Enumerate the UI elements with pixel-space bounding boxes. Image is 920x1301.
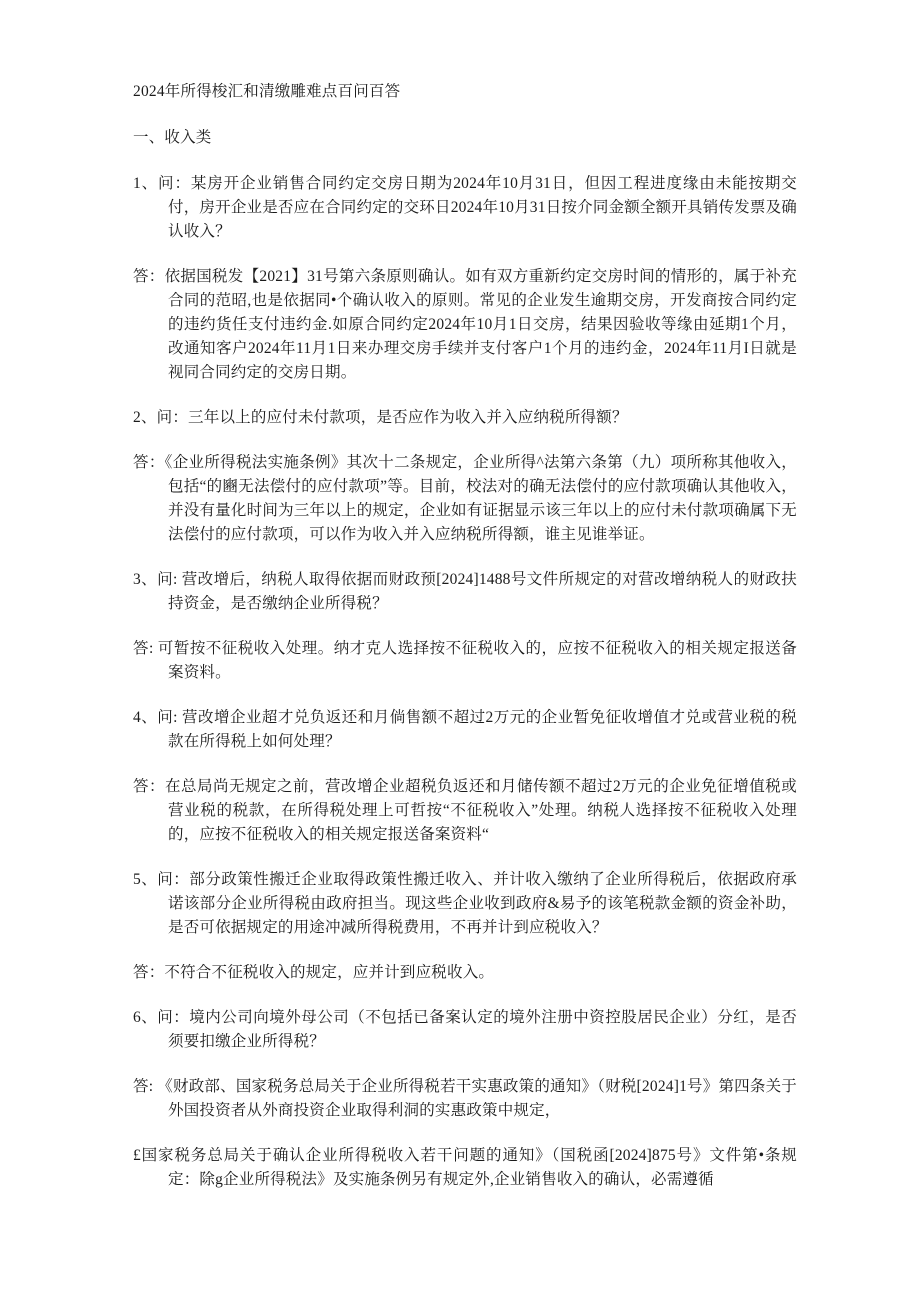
continuation-paragraph: £国家税务总局关于确认企业所得税收入若干问题的通知》（国税函[2024]875号》文件第•条规定：除g企业所得税法》及实施条例另有规定外,企业销售收入的确认，必需遵循 xyxy=(133,1147,797,1188)
answer-2: 答：《企业所得税法实施条例》其次十二条规定，企业所得^法第六条第（九）项所称其他收入，包括“的豳无法偿付的应付款项”等。目前，校法对的确无法偿付的应付款项确认其他收入，并没有量化时间为三年以上的规定，企业如有证据显示该三年以上的应付未付款项确属下无法偿付的应付款项，可以作为收入并入应纳税所得额，谁主见谁举证。 xyxy=(133,454,797,543)
section-heading: 一、收入类 xyxy=(133,129,212,146)
document-title: 2024年所得梭汇和清缴雕难点百问百答 xyxy=(133,83,401,100)
question-1: 1、问：某房开企业销售合同约定交房日期为2024年10月31日，但因工程进度缘由未能按期交付，房开企业是否应在合同约定的交环日2024年10月31日按介同金额全额开具销传发票及确认收入？ xyxy=(133,175,797,240)
answer-5: 答：不符合不征税收入的规定，应并计到应税收入。 xyxy=(133,964,495,981)
question-4: 4、问: 营改增企业超才兑负返还和月倘售额不超过2万元的企业暂免征收增值才兑或营业税的税款在所得税上如何处理？ xyxy=(133,709,797,750)
question-5: 5、问：部分政策性搬迁企业取得政策性搬迁收入、并计收入缴纳了企业所得税后，依据政府承诺该部分企业所得税由政府担当。现这些企业收到政府&易予的该笔税款金额的资金补助，是否可依据规定的用途冲减所得税费用，不再并计到应税收入？ xyxy=(133,871,797,936)
question-3: 3、问: 营改增后，纳税人取得依据而财政预[2024]1488号文件所规定的对营改增纳税人的财政扶持资金，是否缴纳企业所得税？ xyxy=(133,571,797,612)
answer-6: 答: 《财政部、国家税务总局关于企业所得税若干实惠政策的通知》（财税[2024]1号》第四条关于外国投资者从外商投资企业取得利洞的实惠政策中规定， xyxy=(133,1078,797,1119)
question-2: 2、问：三年以上的应付未付款项，是否应作为收入并入应纳税所得额？ xyxy=(133,409,628,426)
answer-4: 答：在总局尚无规定之前，营改增企业超税负返还和月储传额不超过2万元的企业免征增值税或营业税的税款，在所得税处理上可哲按“不征税收入”处理。纳税人选择按不征税收入处理的，应按不征税收入的相关规定报送备案资料“ xyxy=(133,778,797,843)
answer-1: 答：依据国税发【2021】31号第六条原则确认。如有双方重新约定交房时间的情形的，属于补充合同的范昭,也是依据同•个确认收入的原则。常见的企业发生逾期交房，开发商按合同约定的违约货任支付违约金.如原合同约定2024年10月1日交房，结果因验收等缘由延期1个月，改通知客户2024年11月1日来办理交房手续并支付客户1个月的违约金，2024年11月I日就是视同合同约定的交房日期。 xyxy=(133,268,797,381)
answer-3: 答: 可暂按不征税收入处理。纳才克人选择按不征税收入的，应按不征税收入的相关规定报送备案资料。 xyxy=(133,640,797,681)
question-6: 6、问：境内公司向境外母公司（不包括已备案认定的境外注册中资控股居民企业）分红，是否须要扣缴企业所得税？ xyxy=(133,1009,797,1050)
